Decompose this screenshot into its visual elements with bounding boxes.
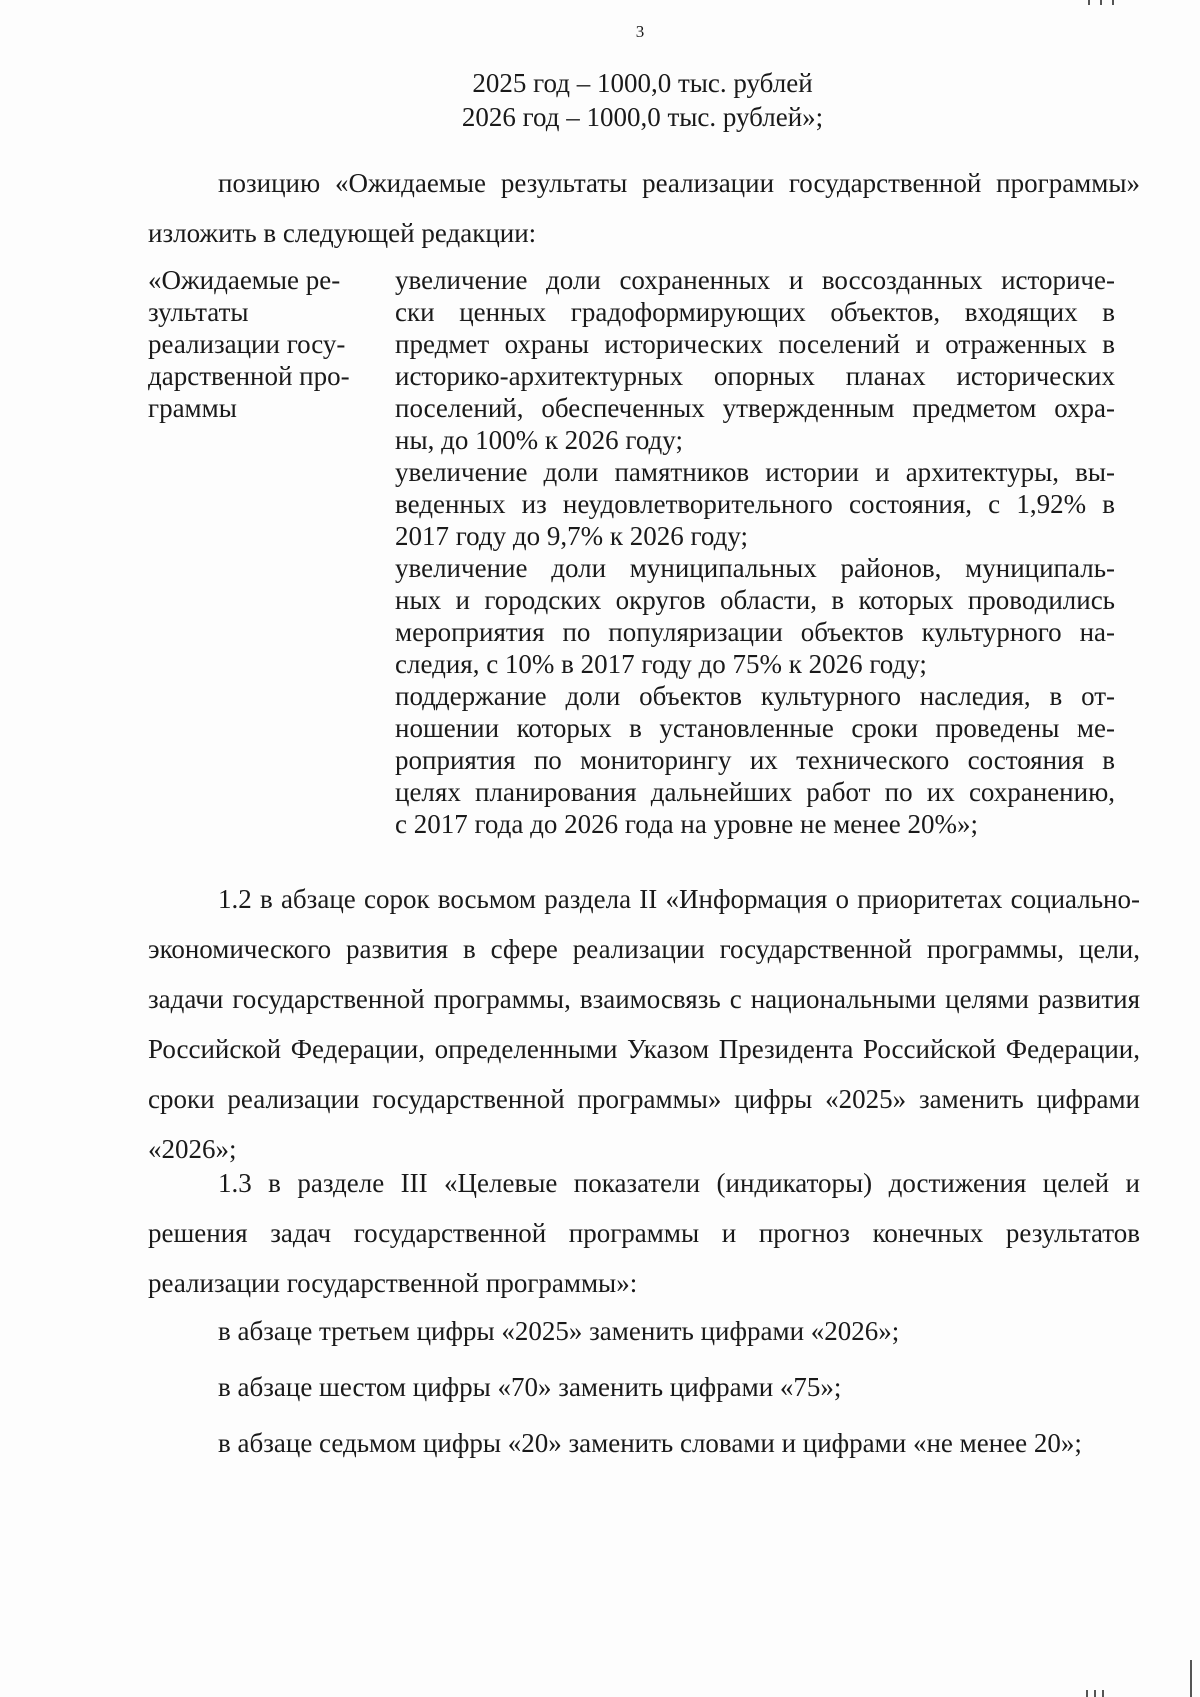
funding-line-2026: 2026 год – 1000,0 тыс. рублей»; bbox=[461, 102, 824, 132]
item-1-2-paragraph: 1.2 в абзаце сорок восьмом раздела II «Информация о приоритетах социально-экономического развития в сфере реализации государственной программы, цели, задачи государственной программы, взаимосвязь с национальными целями развития Российской Федерации, определенными Указом Президента Российской Федерации, сроки реализации государственной программы» цифры «2025» заменить цифрами «2026»; bbox=[148, 884, 1140, 1164]
results-text-line: увеличение доли сохраненных и воссозданных историче- bbox=[395, 265, 1115, 295]
results-text-line: 2017 году до 9,7% к 2026 году; bbox=[395, 521, 748, 551]
scan-artifact bbox=[1190, 1660, 1192, 1697]
results-label-line: граммы bbox=[148, 393, 237, 423]
results-text-line: увеличение доли памятников истории и архитектуры, вы- bbox=[395, 457, 1115, 487]
intro-paragraph: позицию «Ожидаемые результаты реализации государственной программы» изложить в следующей редакции: bbox=[148, 168, 1140, 248]
results-text-line: ных и городских округов области, в которых проводились bbox=[395, 585, 1115, 615]
results-label-line: «Ожидаемые ре- bbox=[148, 265, 341, 295]
scan-artifact bbox=[1102, 1690, 1104, 1697]
results-text bbox=[395, 264, 1115, 840]
results-text-line: с 2017 года до 2026 года на уровне не менее 20%»; bbox=[395, 809, 978, 839]
scan-artifact bbox=[1088, 0, 1090, 5]
results-label bbox=[148, 264, 363, 424]
sub-item: в абзаце шестом цифры «70» заменить цифрами «75»; bbox=[218, 1372, 842, 1402]
results-text-line: ски ценных градоформирующих объектов, входящих в bbox=[395, 297, 1115, 327]
results-text-line: целях планирования дальнейших работ по их сохранению, bbox=[395, 777, 1115, 807]
results-text-line: роприятия по мониторингу их технического состояния в bbox=[395, 745, 1115, 775]
results-text-line: веденных из неудовлетворительного состояния, с 1,92% в bbox=[395, 489, 1115, 519]
sub-item: в абзаце третьем цифры «2025» заменить цифрами «2026»; bbox=[218, 1316, 900, 1346]
results-text-line: поселений, обеспеченных утвержденным предметом охра- bbox=[395, 393, 1115, 423]
page-number: 3 bbox=[635, 22, 645, 41]
scan-artifact bbox=[1100, 0, 1102, 5]
results-text-line: ны, до 100% к 2026 году; bbox=[395, 425, 683, 455]
sub-item: в абзаце седьмом цифры «20» заменить словами и цифрами «не менее 20»; bbox=[218, 1428, 1082, 1458]
scan-artifact bbox=[1094, 1690, 1096, 1697]
results-label-line: дарственной про- bbox=[148, 361, 350, 391]
item-1-3-paragraph: 1.3 в разделе III «Целевые показатели (индикаторы) достижения целей и решения задач государственной программы и прогноз конечных результатов реализации государственной программы»: bbox=[148, 1168, 1140, 1298]
funding-block bbox=[0, 66, 1200, 134]
results-text-line: ношении которых в установленные сроки проведены ме- bbox=[395, 713, 1115, 743]
scan-artifact bbox=[1112, 0, 1114, 5]
results-text-line: поддержание доли объектов культурного наследия, в от- bbox=[395, 681, 1115, 711]
scan-artifact bbox=[1086, 1690, 1088, 1697]
results-text-line: предмет охраны исторических поселений и отраженных в bbox=[395, 329, 1115, 359]
results-text-line: историко-архитектурных опорных планах исторических bbox=[395, 361, 1115, 391]
results-text-line: мероприятия по популяризации объектов культурного на- bbox=[395, 617, 1115, 647]
results-text-line: увеличение доли муниципальных районов, муниципаль- bbox=[395, 553, 1115, 583]
results-text-line: следия, с 10% в 2017 году до 75% к 2026 году; bbox=[395, 649, 927, 679]
results-label-line: реализации госу- bbox=[148, 329, 346, 359]
funding-line-2025: 2025 год – 1000,0 тыс. рублей bbox=[472, 68, 813, 98]
results-label-line: зультаты bbox=[148, 297, 249, 327]
